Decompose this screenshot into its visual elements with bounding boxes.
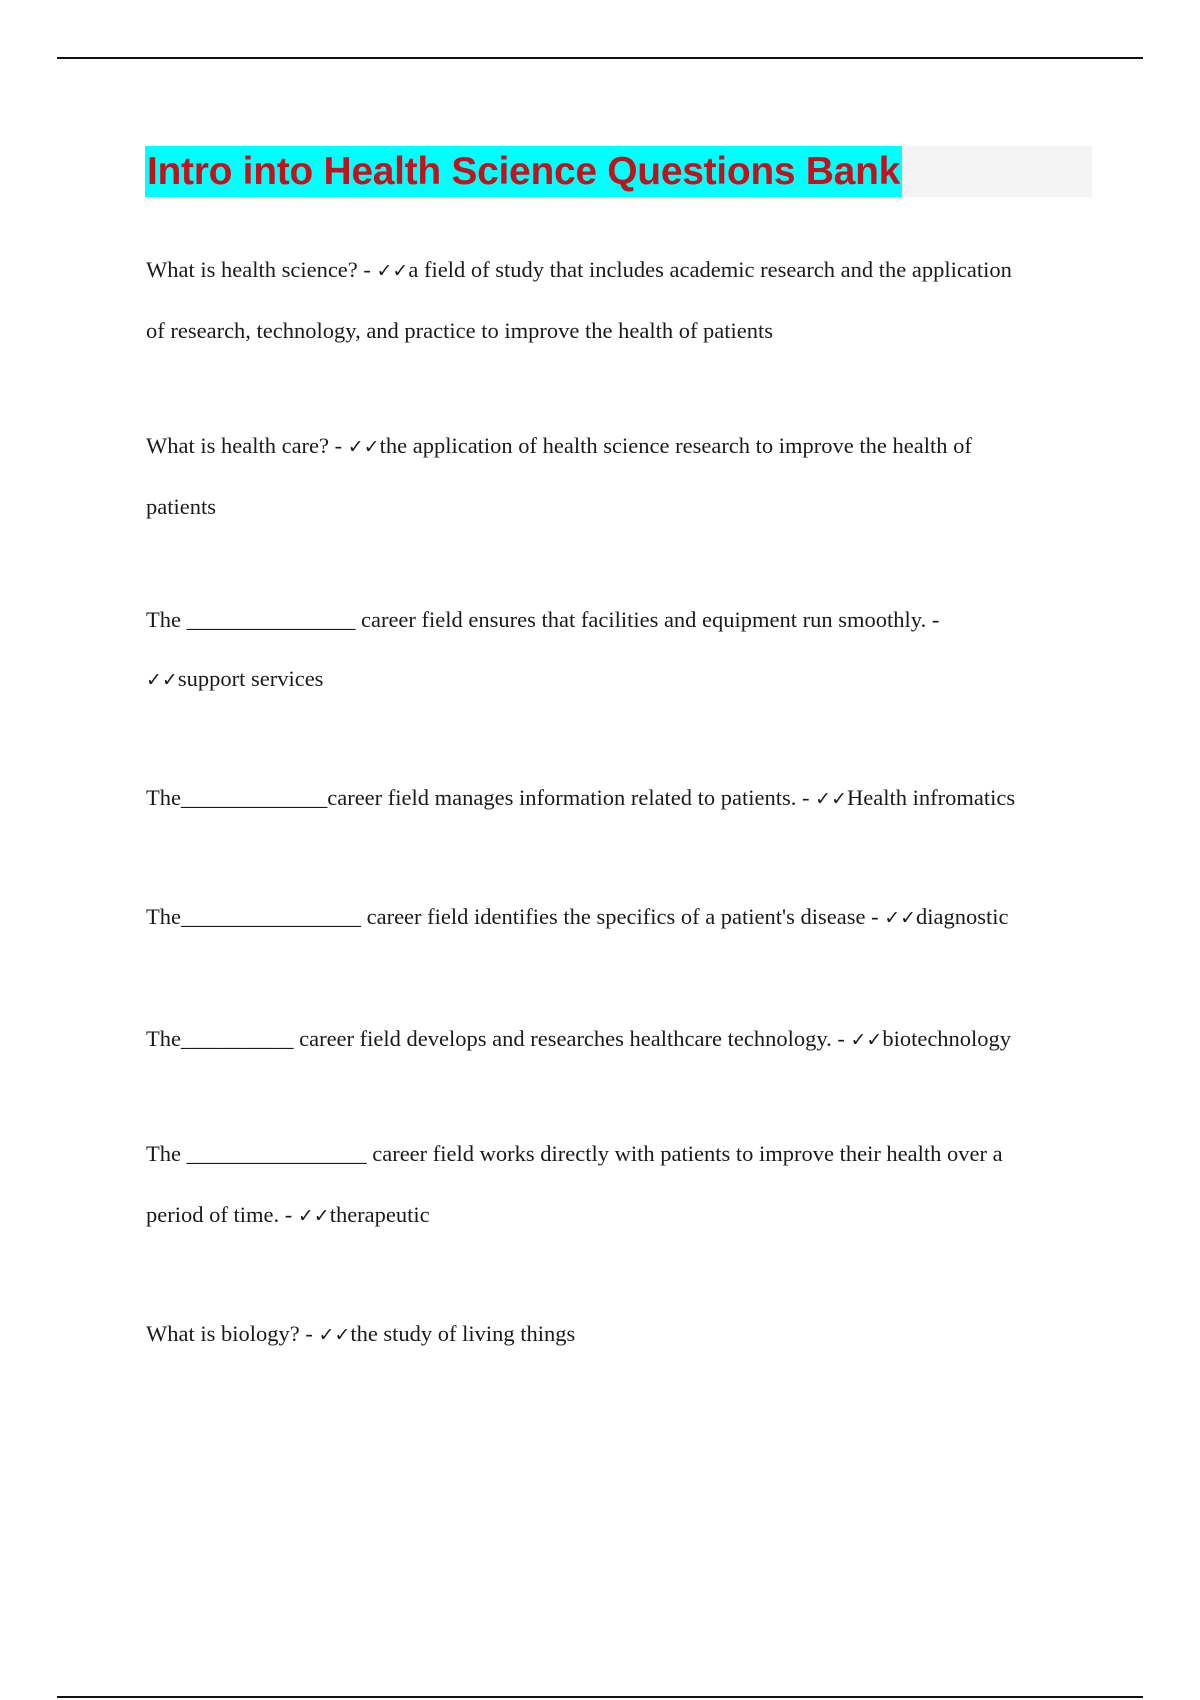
answer-text: therapeutic [329, 1202, 430, 1227]
check-icon: ✓✓ [884, 907, 917, 929]
answer-text: the application of health science research to improve the health of [379, 433, 972, 458]
qa-8-line-1 [146, 1320, 575, 1349]
question-text: What is biology? - [146, 1321, 319, 1346]
answer-text: Health infromatics [847, 785, 1016, 810]
answer-text: support services [177, 666, 324, 691]
check-icon: ✓✓ [146, 669, 178, 691]
question-text: What is health care? - [146, 433, 348, 458]
qa-7-line-2 [146, 1201, 430, 1230]
qa-3-line-1: The _______________ career field ensures that facilities and equipment run smoothly. - [146, 607, 940, 632]
answer-text: diagnostic [916, 904, 1009, 929]
check-icon: ✓✓ [297, 1205, 330, 1227]
question-text: The__________ career field develops and researches healthcare technology. - [146, 1026, 851, 1051]
bottom-rule [57, 1696, 1143, 1698]
qa-1-line-1 [146, 256, 1012, 285]
qa-6-line-1 [146, 1025, 1011, 1054]
qa-3-line-2 [146, 665, 323, 694]
check-icon: ✓✓ [850, 1029, 883, 1051]
answer-text: the study of living things [350, 1321, 576, 1346]
top-rule [57, 57, 1143, 59]
answer-text: a field of study that includes academic research and the application [408, 257, 1012, 282]
question-text: What is health science? - [146, 257, 377, 282]
question-text: period of time. - [146, 1202, 298, 1227]
qa-1-line-2: of research, technology, and practice to improve the health of patients [146, 318, 774, 343]
qa-7-line-1: The ________________ career field works directly with patients to improve their health over a [146, 1141, 1003, 1166]
check-icon: ✓✓ [815, 788, 847, 810]
qa-2-line-1 [146, 432, 972, 461]
qa-5-line-1 [146, 903, 1009, 932]
qa-4-line-1 [146, 784, 1015, 813]
qa-2-line-2: patients [146, 494, 216, 519]
check-icon: ✓✓ [347, 436, 380, 458]
question-text: The________________ career field identifies the specifics of a patient's disease - [146, 904, 885, 929]
check-icon: ✓✓ [318, 1324, 351, 1346]
check-icon: ✓✓ [376, 260, 409, 282]
answer-text: biotechnology [882, 1026, 1012, 1051]
title-block [145, 146, 1092, 197]
question-text: The_____________career field manages information related to patients. - [146, 785, 816, 810]
document-title: Intro into Health Science Questions Bank [145, 146, 902, 197]
